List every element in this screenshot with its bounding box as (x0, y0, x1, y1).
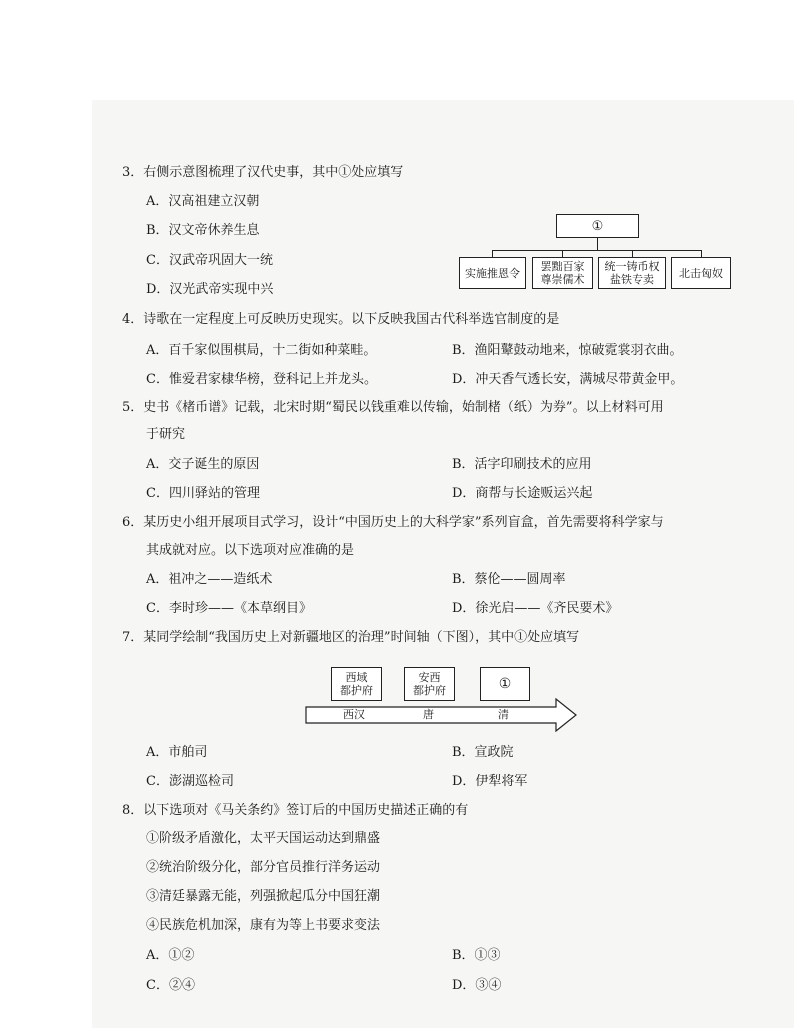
q7-stem: 7．某同学绘制“我国历史上对新疆地区的治理”时间轴（下图），其中①处应填写 (122, 630, 580, 645)
q3-diagram-branch-2 (562, 250, 563, 257)
q6-option-d: D．徐光启——《齐民要术》 (452, 601, 619, 616)
q3-diagram-child-2: 罢黜百家 尊崇儒术 (532, 257, 593, 289)
q5-stem-line1: 5．史书《楮币谱》记载，北宋时期“蜀民以钱重难以传输，始制楮（纸）为券”。以上材料可用 (122, 400, 664, 415)
q7-option-a: A．市舶司 (146, 745, 208, 760)
q4-option-b: B．渔阳鼙鼓动地来，惊破霓裳羽衣曲。 (452, 343, 683, 358)
q8-statement-3: ③清廷暴露无能，列强掀起瓜分中国狂潮 (146, 889, 381, 904)
q3-option-a: A．汉高祖建立汉朝 (146, 194, 260, 209)
q3-diagram-branch-3 (632, 250, 633, 257)
q6-stem-line2: 其成就对应。以下选项对应准确的是 (146, 543, 355, 558)
q3-diagram-branch-line (492, 250, 701, 251)
q3-stem: 3．右侧示意图梳理了汉代史事，其中①处应填写 (122, 165, 404, 180)
q8-option-d: D．③④ (452, 978, 502, 993)
q4-option-c: C．惟爱君家棣华榜，登科记上并龙头。 (146, 372, 377, 387)
q3-diagram-branch-1 (492, 250, 493, 257)
q8-option-b: B．①③ (452, 948, 501, 963)
q3-diagram-top-box: ① (556, 214, 639, 238)
q3-option-c: C．汉武帝巩固大一统 (146, 253, 273, 268)
q6-option-c: C．李时珍——《本草纲目》 (146, 601, 312, 616)
q8-statement-4: ④民族危机加深，康有为等上书要求变法 (146, 918, 381, 933)
q6-stem-line1: 6．某历史小组开展项目式学习，设计“中国历史上的大科学家”系列盲盒，首先需要将科学家与 (122, 515, 664, 530)
q5-option-d: D．商帮与长途贩运兴起 (452, 486, 593, 501)
q3-option-b: B．汉文帝休养生息 (146, 223, 260, 238)
q3-diagram-child-1: 实施推恩令 (459, 257, 526, 289)
q8-statement-1: ①阶级矛盾激化，太平天国运动达到鼎盛 (146, 831, 381, 846)
q8-stem: 8．以下选项对《马关条约》签订后的中国历史描述正确的有 (122, 803, 469, 818)
q8-option-a: A．①② (146, 948, 195, 963)
q5-stem-line2: 于研究 (146, 427, 186, 442)
q3-diagram-branch-4 (701, 250, 702, 257)
q3-option-d: D．汉光武帝实现中兴 (146, 282, 274, 297)
q7-era-3: 清 (498, 708, 509, 721)
q4-option-a: A．百千家似围棋局，十二街如种菜畦。 (146, 343, 377, 358)
q7-option-d: D．伊犁将军 (452, 774, 528, 789)
q4-stem: 4．诗歌在一定程度上可反映历史现实。以下反映我国古代科举选官制度的是 (122, 312, 560, 327)
q7-timeline-box-3: ① (480, 667, 530, 701)
q7-option-b: B．宣政院 (452, 745, 514, 760)
q5-option-b: B．活字印刷技术的应用 (452, 457, 592, 472)
q5-option-a: A．交子诞生的原因 (146, 457, 260, 472)
q7-era-2: 唐 (423, 708, 434, 721)
q7-timeline-box-2: 安西 都护府 (404, 667, 455, 701)
q8-statement-2: ②统治阶级分化，部分官员推行洋务运动 (146, 860, 381, 875)
q3-diagram-child-3: 统一铸币权 盐铁专卖 (598, 257, 666, 289)
q7-era-1: 西汉 (343, 708, 365, 721)
q4-option-d: D．冲天香气透长安，满城尽带黄金甲。 (452, 372, 684, 387)
q6-option-b: B．蔡伦——圆周率 (452, 572, 566, 587)
q5-option-c: C．四川驿站的管理 (146, 486, 260, 501)
q3-diagram-child-4: 北击匈奴 (671, 257, 731, 289)
q8-option-c: C．②④ (146, 978, 195, 993)
q3-diagram-stem-line (597, 238, 598, 250)
q7-option-c: C．澎湖巡检司 (146, 774, 234, 789)
q7-timeline-box-1: 西域 都护府 (331, 667, 382, 701)
q6-option-a: A．祖冲之——造纸术 (146, 572, 273, 587)
q7-timeline-arrow (300, 697, 580, 733)
